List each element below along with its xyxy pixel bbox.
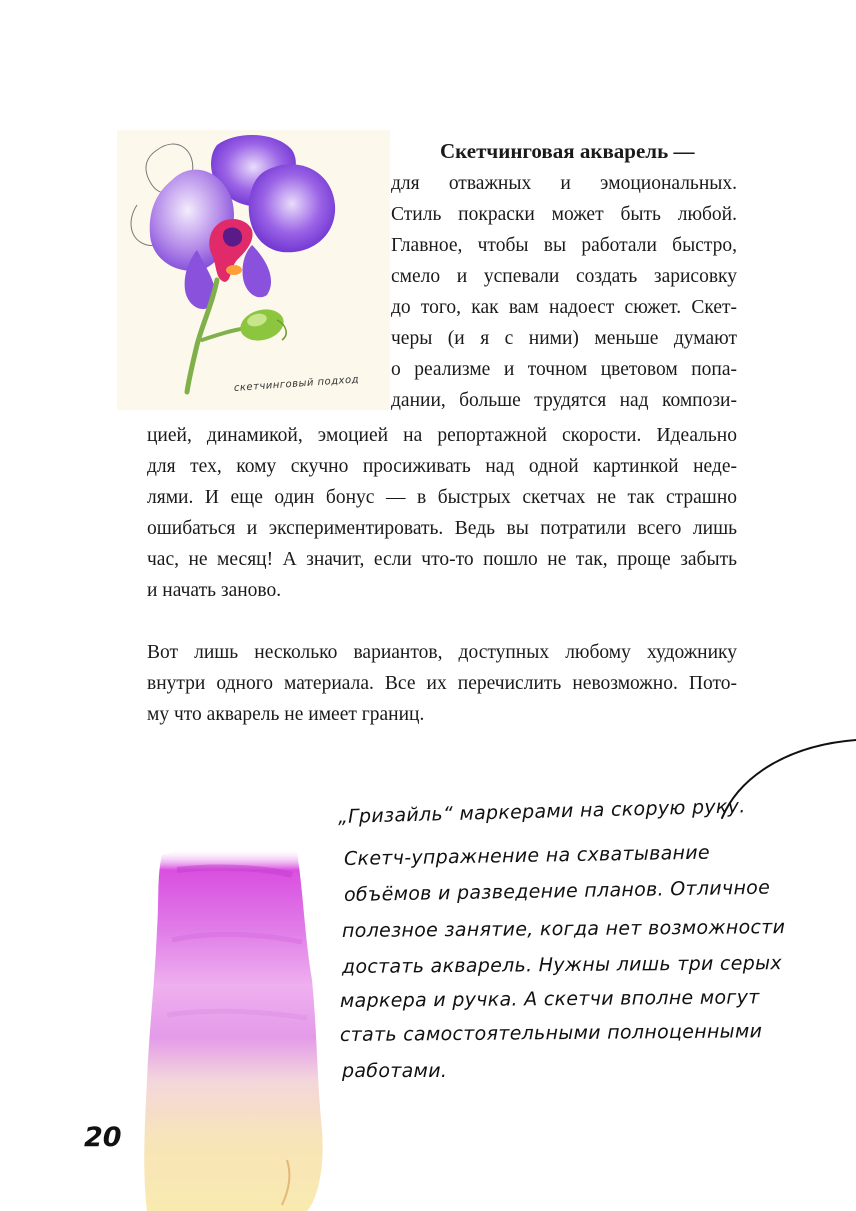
handwritten-line: стать самостоятельными полноценными <box>339 1020 763 1046</box>
text-line: му что акварель не имеет границ. <box>147 704 425 725</box>
illustration-caption: скетчинговый подход <box>233 374 360 394</box>
text-line: Вот лишь несколько вариантов, доступных любому художнику <box>147 642 737 663</box>
text-line: черы (и я с ними) меньше думают <box>391 328 737 349</box>
page-number: 20 <box>84 1122 122 1153</box>
handwritten-line: маркера и ручка. А скетчи вполне могут <box>339 986 760 1012</box>
orchid-illustration <box>117 130 390 410</box>
text-line: смело и успевали создать зарисовку <box>391 266 737 287</box>
handwritten-line: Скетч-упражнение на схватывание <box>343 841 711 870</box>
text-line: Главное, чтобы вы работали быстро, <box>391 235 737 256</box>
text-line: до того, как вам надоест сюжет. Скет- <box>391 297 737 318</box>
text-line: внутри одного материала. Все их перечислить невозможно. Пото- <box>147 673 737 694</box>
text-line: дании, больше трудятся над компози- <box>391 390 737 411</box>
text-line: для отважных и эмоциональных. <box>391 173 737 194</box>
heading-dash: — <box>668 139 695 163</box>
watercolor-gradient <box>117 830 332 1211</box>
handwritten-line: полезное занятие, когда нет возможности <box>341 916 786 942</box>
handwritten-line: объёмов и разведение планов. Отличное <box>343 876 771 906</box>
handwritten-line: „Гризайль“ маркерами на скорую руку. <box>337 795 746 828</box>
article-heading: Скетчинговая акварель <box>440 139 669 163</box>
handwritten-line: достать акварель. Нужны лишь три серых <box>341 952 783 978</box>
orchid-drawing <box>117 130 390 410</box>
handwritten-line: работами. <box>342 1060 448 1082</box>
text-line: для тех, кому скучно просиживать над одной картинкой неде- <box>147 456 737 477</box>
text-line: ошибаться и экспериментировать. Ведь вы потратили всего лишь <box>147 518 737 539</box>
text-line: Стиль покраски может быть любой. <box>391 204 737 225</box>
watercolor-swatch <box>117 830 332 1211</box>
text-line: лями. И еще один бонус — в быстрых скетчах не так страшно <box>147 487 737 508</box>
text-line: час, не месяц! А значит, если что-то пошло не так, проще забыть <box>147 549 737 570</box>
text-line: и начать заново. <box>147 580 282 601</box>
article-heading-line <box>440 136 694 166</box>
text-line: о реализме и точном цветовом попа- <box>391 359 737 380</box>
text-line: цией, динамикой, эмоцией на репортажной скорости. Идеально <box>147 425 737 446</box>
